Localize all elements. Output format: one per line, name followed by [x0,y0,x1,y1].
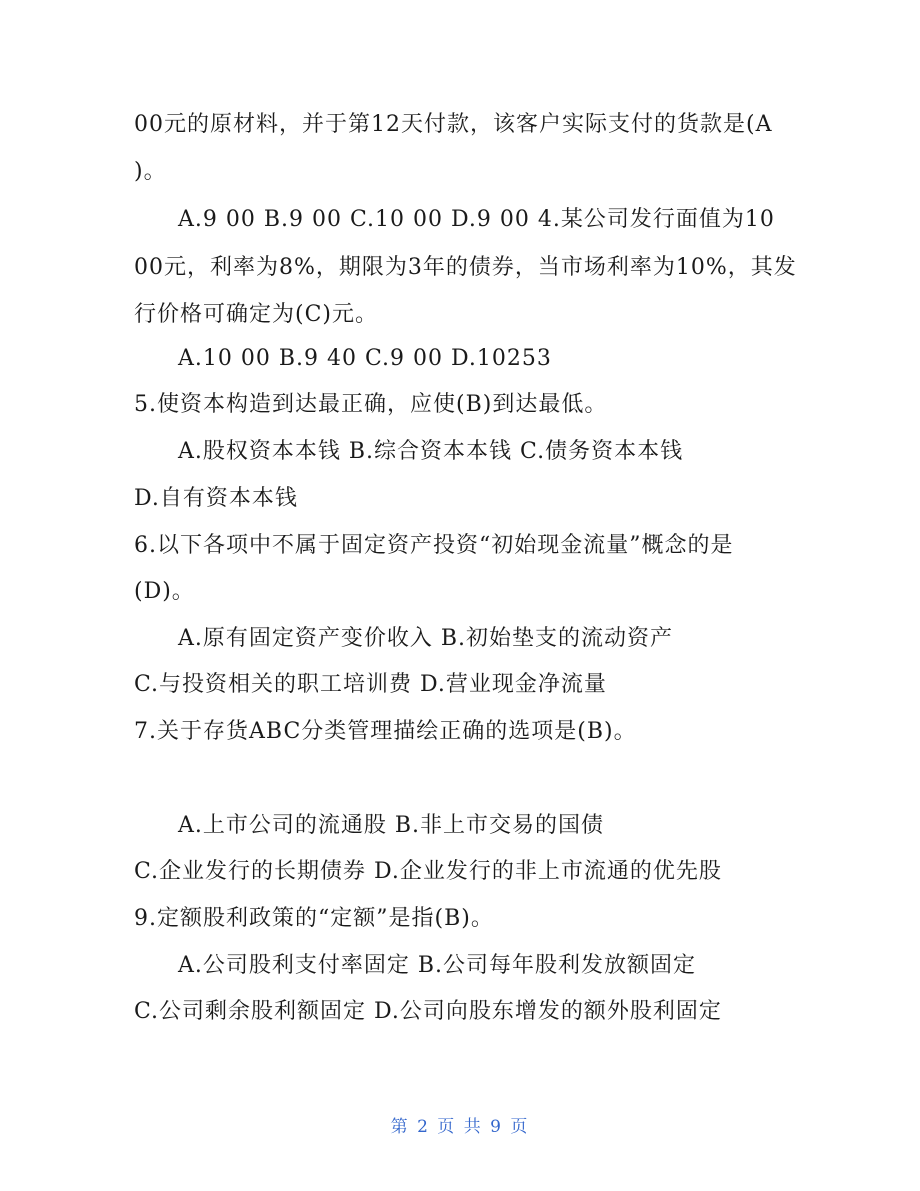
text-line-8: A.股权资本本钱 B.综合资本本钱 C.债务资本本钱 [178,439,684,464]
text-line-19: C.公司剩余股利额固定 D.公司向股东增发的额外股利固定 [134,999,722,1024]
text-line-3: A.9 00 B.9 00 C.10 00 D.9 00 4.某公司发行面值为10 [178,207,775,232]
text-line-15: A.上市公司的流通股 B.非上市交易的国债 [178,813,605,838]
text-line-1: 00元的原材料，并于第12天付款，该客户实际支付的货款是(A [134,112,773,137]
text-line-2: )。 [134,159,167,184]
text-line-18: A.公司股利支付率固定 B.公司每年股利发放额固定 [178,953,697,978]
text-line-12: A.原有固定资产变价收入 B.初始垫支的流动资产 [178,626,674,651]
text-line-10: 6.以下各项中不属于固定资产投资“初始现金流量”概念的是 [134,533,734,558]
page-number-footer: 第 2 页 共 9 页 [390,1117,530,1137]
text-line-5: 行价格可确定为(C)元。 [134,302,378,327]
text-line-6: A.10 00 B.9 40 C.9 00 D.10253 [178,346,552,371]
text-line-7: 5.使资本构造到达最正确，应使(B)到达最低。 [134,392,608,417]
text-line-11: (D)。 [134,579,195,604]
text-line-13: C.与投资相关的职工培训费 D.营业现金净流量 [134,672,607,697]
text-line-4: 00元，利率为8%，期限为3年的债券，当市场利率为10%，其发 [134,255,797,280]
text-line-16: C.企业发行的长期债券 D.企业发行的非上市流通的优先股 [134,859,722,884]
text-line-14: 7.关于存货ABC分类管理描绘正确的选项是(B)。 [134,719,637,744]
text-line-9: D.自有资本本钱 [134,486,298,511]
text-line-17: 9.定额股利政策的“定额”是指(B)。 [134,906,494,931]
